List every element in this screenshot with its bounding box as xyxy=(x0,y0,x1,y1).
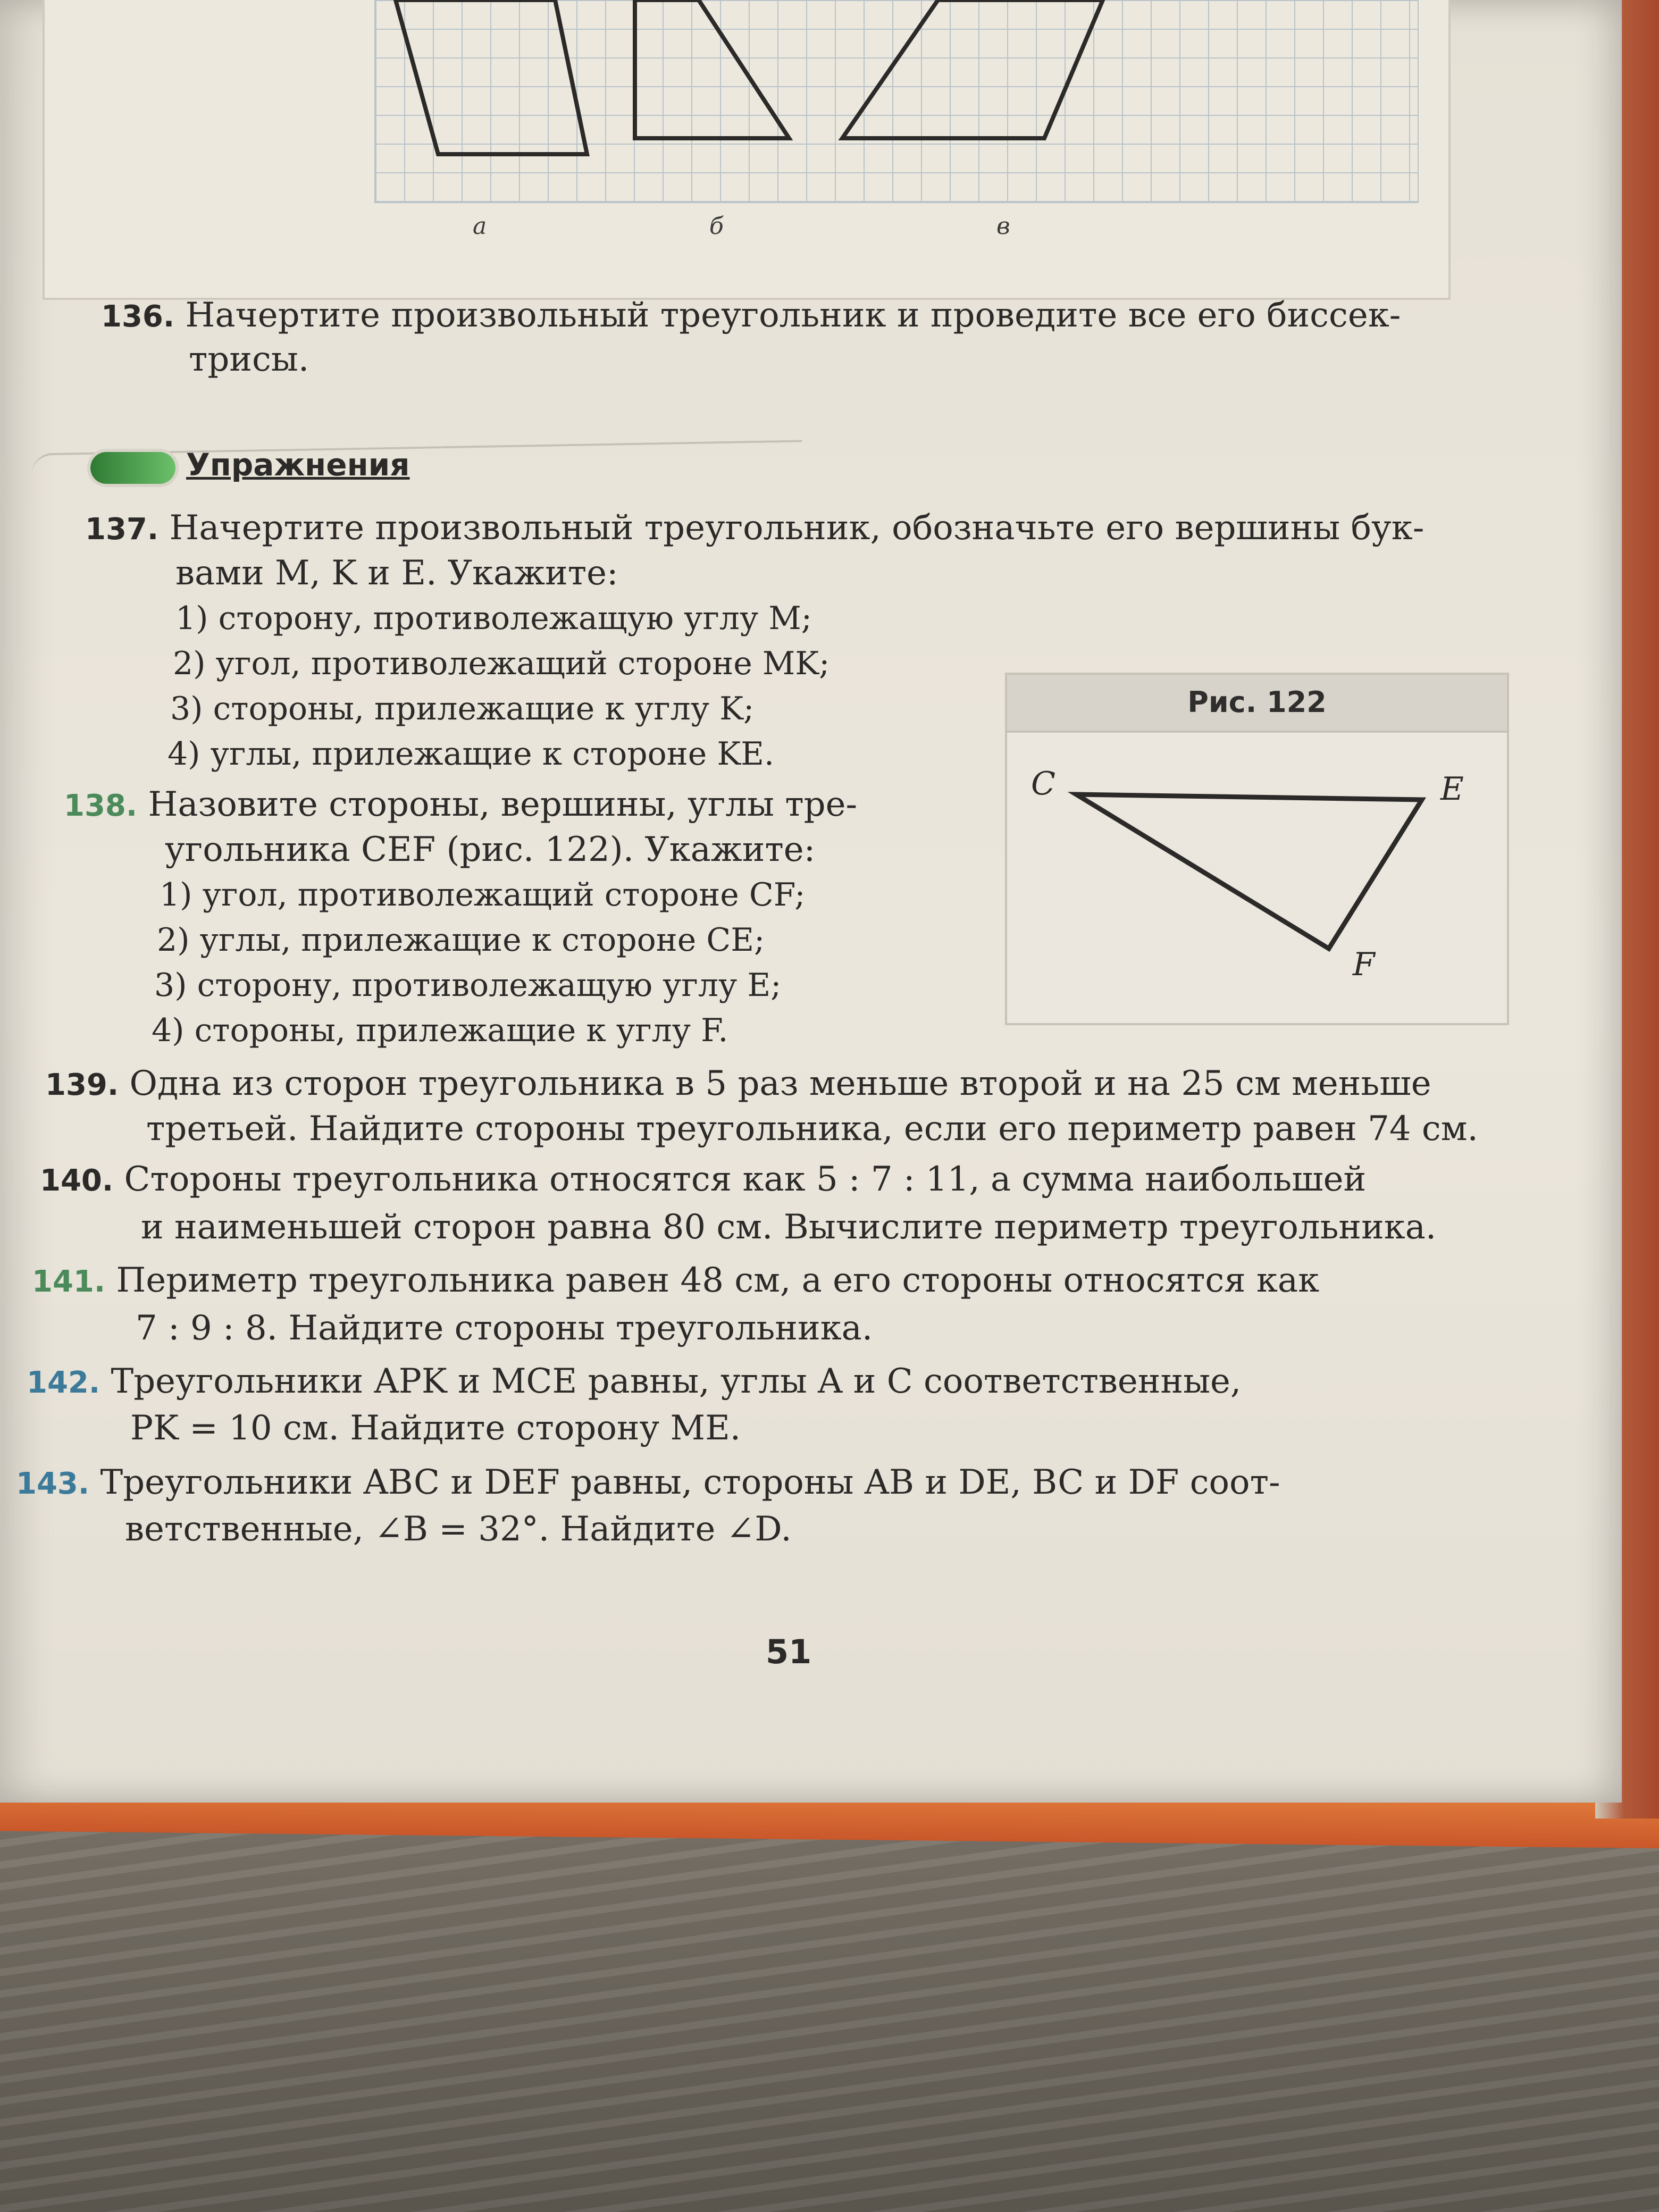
ex138-line1 xyxy=(64,784,857,826)
ex141-number: 141. xyxy=(32,1264,106,1299)
ex138-item1: 1) угол, противолежащий стороне CF; xyxy=(160,876,806,914)
ex140-text-line1: Стороны треугольника относятся как 5 : 7 : 11, а сумма наибольшей xyxy=(124,1160,1367,1199)
ex138-item4: 4) стороны, прилежащие к углу F. xyxy=(152,1012,728,1049)
ex139-number: 139. xyxy=(45,1068,119,1102)
ex137-line1 xyxy=(85,508,1424,550)
ex139-text-line1: Одна из сторон треугольника в 5 раз меньше второй и на 25 см меньше xyxy=(129,1064,1431,1103)
ex138-item2: 2) углы, прилежащие к стороне CE; xyxy=(157,921,765,959)
ex136-text-line1: Начертите произвольный треугольник и проведите все его биссек- xyxy=(185,296,1401,335)
vertex-f: F xyxy=(1353,946,1375,983)
ex137-number: 137. xyxy=(85,512,159,547)
vertex-e: E xyxy=(1440,770,1464,808)
ex137-item2: 2) угол, противолежащий стороне MK; xyxy=(173,645,830,682)
ex141-line2: 7 : 9 : 8. Найдите стороны треугольника. xyxy=(136,1309,873,1348)
figure-label-b: б xyxy=(709,213,724,240)
ex142-line2: PK = 10 см. Найдите сторону ME. xyxy=(130,1409,741,1448)
ex142-number: 142. xyxy=(27,1365,100,1400)
triangle-cef xyxy=(1007,675,1507,1023)
ex138-number: 138. xyxy=(64,789,138,823)
ex143-line2: ветственные, ∠B = 32°. Найдите ∠D. xyxy=(125,1510,792,1549)
ex141-line1 xyxy=(32,1260,1319,1302)
ex143-text-line1: Треугольники ABC и DEF равны, стороны AB и DE, BC и DF соот- xyxy=(100,1463,1280,1502)
figure-label-c: в xyxy=(996,213,1010,240)
vertex-c: C xyxy=(1031,765,1055,802)
ex140-number: 140. xyxy=(40,1163,114,1198)
section-title: Упражнения xyxy=(186,447,410,483)
section-icon xyxy=(90,452,175,484)
ex139-line1 xyxy=(45,1063,1431,1105)
triangle-b xyxy=(635,0,789,138)
ex137-item3: 3) стороны, прилежащие к углу K; xyxy=(170,690,755,727)
figure-122-title: Рис. 122 xyxy=(1187,685,1327,719)
ex140-line1 xyxy=(40,1159,1366,1201)
triangle-c xyxy=(842,0,1103,138)
ex142-text-line1: Треугольники APK и MCE равны, углы A и C соответственные, xyxy=(111,1362,1242,1401)
ex138-line2: угольника CEF (рис. 122). Укажите: xyxy=(165,830,816,869)
triangle-a xyxy=(396,0,587,154)
figure-122 xyxy=(1005,673,1509,1025)
figure-triangles-grid xyxy=(43,0,1451,300)
ex143-line1 xyxy=(16,1462,1280,1504)
section-header xyxy=(90,447,782,489)
ex141-text-line1: Периметр треугольника равен 48 см, а его стороны относятся как xyxy=(116,1261,1320,1300)
ex137-text-line1: Начертите произвольный треугольник, обозначьте его вершины бук- xyxy=(169,508,1425,548)
ex138-item3: 3) сторону, противолежащую углу E; xyxy=(154,967,782,1004)
ex136-number: 136. xyxy=(101,299,175,334)
figure-label-a: а xyxy=(473,213,487,240)
ex139-line2: третьей. Найдите стороны треугольника, если его периметр равен 74 см. xyxy=(146,1109,1478,1149)
ex138-text-line1: Назовите стороны, вершины, углы тре- xyxy=(148,785,858,824)
ex136-line1 xyxy=(101,295,1401,337)
ex137-item1: 1) сторону, противолежащую углу M; xyxy=(175,600,812,637)
ex140-line2: и наименьшей сторон равна 80 см. Вычислите периметр треугольника. xyxy=(141,1208,1437,1247)
ex142-line1 xyxy=(27,1361,1241,1403)
ex143-number: 143. xyxy=(16,1467,90,1501)
ex136-line2: трисы. xyxy=(189,340,309,379)
wooden-table xyxy=(0,1819,1659,2212)
ex137-item4: 4) углы, прилежащие к стороне KE. xyxy=(167,735,775,773)
page-number: 51 xyxy=(766,1632,812,1671)
triangles-drawing xyxy=(45,0,1448,202)
ex137-line2: вами M, K и E. Укажите: xyxy=(175,554,618,593)
